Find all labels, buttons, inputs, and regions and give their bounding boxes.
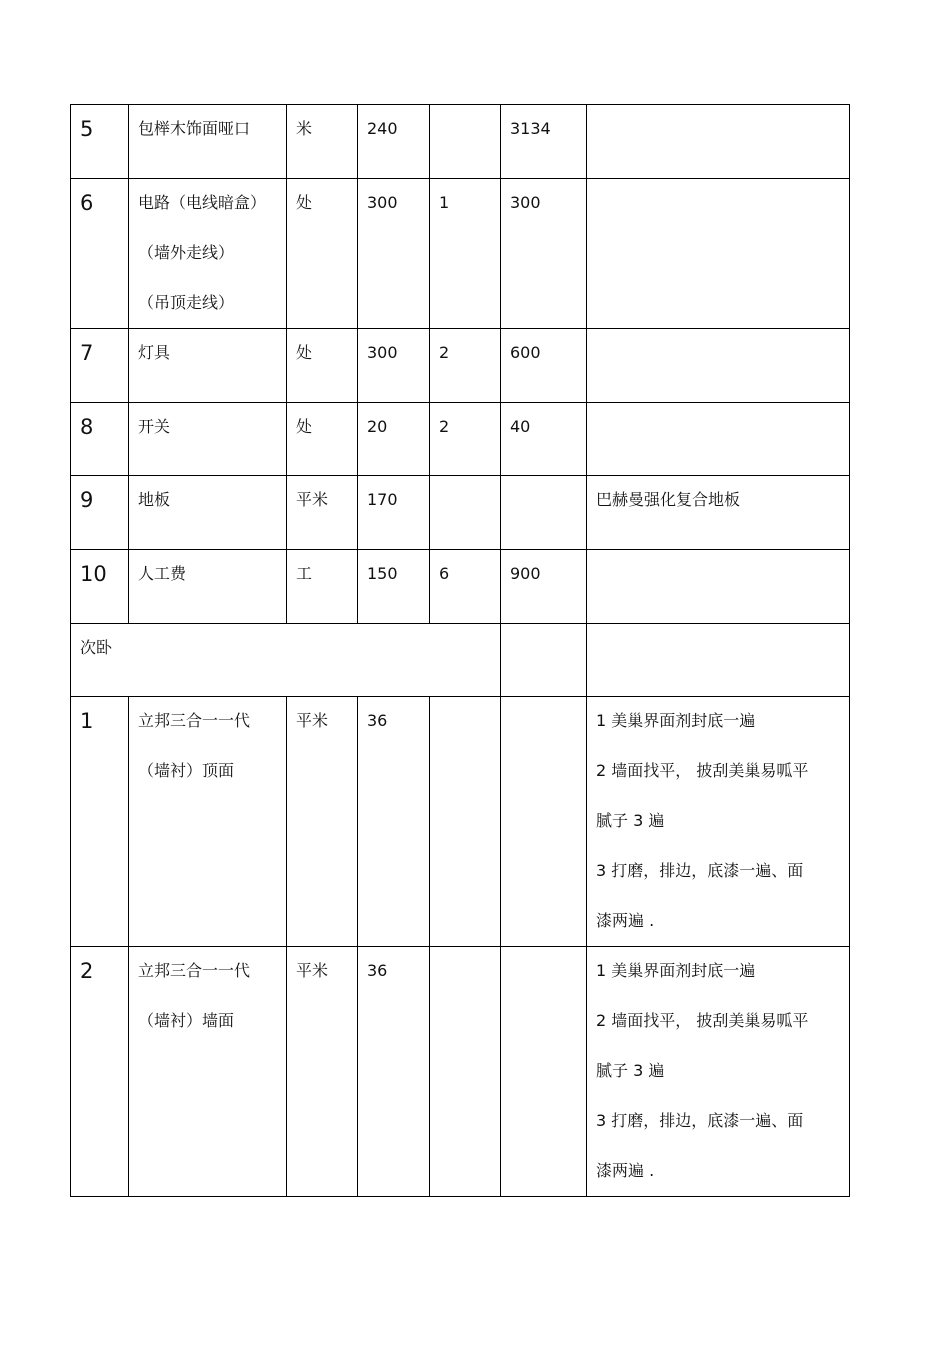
item-price-cell-text: 240 [367,119,398,138]
item-name-cell [129,947,287,1197]
item-quantity-cell [430,403,501,476]
table-row [71,947,850,1197]
item-quantity-cell-text: 1 [439,193,450,212]
item-total-cell [501,947,587,1197]
item-unit-cell [287,947,358,1197]
item-price-cell [358,329,430,403]
item-name-cell [129,550,287,624]
item-name-cell [129,697,287,947]
item-total-cell [501,329,587,403]
item-name-cell-text: 电路（电线暗盒） [138,193,267,212]
item-spec-cell-text: 漆两遍 . [596,911,655,930]
item-number-cell-text: 10 [80,562,107,586]
item-number-cell-text: 2 [80,959,94,983]
empty-cell [587,624,850,697]
item-name-cell-text: （墙衬）顶面 [138,761,235,780]
item-price-cell-text: 20 [367,417,388,436]
item-total-cell-text: 3134 [510,119,551,138]
table-row [71,329,850,403]
item-spec-cell-text: 2 墙面找平， 披刮美巢易呱平 [596,761,809,780]
item-price-cell-text: 300 [367,193,398,212]
item-total-cell-text: 600 [510,343,541,362]
empty-cell [501,624,587,697]
item-quantity-cell [430,105,501,179]
item-quantity-cell [430,476,501,550]
item-unit-cell-text: 处 [296,343,313,362]
item-total-cell-text: 40 [510,417,531,436]
item-unit-cell [287,697,358,947]
item-number-cell-text: 7 [80,341,94,365]
item-number-cell-text: 8 [80,415,94,439]
section-label-cell [71,624,501,697]
item-name-cell-text: （墙衬）墙面 [138,1011,235,1030]
item-spec-cell [587,403,850,476]
item-total-cell [501,105,587,179]
item-number-cell [71,476,129,550]
item-number-cell-text: 6 [80,191,94,215]
item-price-cell [358,476,430,550]
item-number-cell [71,550,129,624]
item-price-cell [358,179,430,329]
item-price-cell-text: 150 [367,564,398,583]
item-name-cell [129,179,287,329]
item-spec-cell [587,947,850,1197]
item-name-cell-text: 开关 [138,417,171,436]
item-price-cell-text: 300 [367,343,398,362]
item-number-cell [71,403,129,476]
item-name-cell-text: 地板 [138,490,171,509]
item-unit-cell [287,550,358,624]
item-name-cell [129,403,287,476]
item-number-cell [71,947,129,1197]
item-spec-cell [587,697,850,947]
item-price-cell [358,105,430,179]
item-name-cell-text: 人工费 [138,564,187,583]
section-row [71,624,850,697]
item-spec-cell-text: 2 墙面找平， 披刮美巢易呱平 [596,1011,809,1030]
item-name-cell [129,476,287,550]
item-number-cell-text: 5 [80,117,94,141]
item-spec-cell [587,476,850,550]
item-name-cell-text: 灯具 [138,343,171,362]
item-name-cell [129,329,287,403]
item-price-cell [358,550,430,624]
table-row [71,179,850,329]
item-spec-cell [587,105,850,179]
item-spec-cell [587,329,850,403]
item-total-cell [501,403,587,476]
item-spec-cell-text: 3 打磨，排边，底漆一遍、面 [596,1111,804,1130]
item-spec-cell-text: 腻子 3 遍 [596,1061,665,1080]
table-row [71,550,850,624]
item-spec-cell-text: 腻子 3 遍 [596,811,665,830]
item-number-cell [71,179,129,329]
item-unit-cell [287,179,358,329]
item-name-cell-text: 包榉木饰面哑口 [138,119,251,138]
table-row [71,403,850,476]
item-quantity-cell-text: 2 [439,343,450,362]
item-unit-cell-text: 平米 [296,961,329,980]
item-total-cell-text: 300 [510,193,541,212]
item-name-cell-text: 立邦三合一一代 [138,711,251,730]
item-price-cell [358,697,430,947]
table-row [71,697,850,947]
item-price-cell-text: 170 [367,490,398,509]
item-spec-cell-text: 3 打磨，排边，底漆一遍、面 [596,861,804,880]
item-number-cell [71,105,129,179]
item-spec-cell [587,550,850,624]
item-quantity-cell [430,947,501,1197]
item-unit-cell [287,403,358,476]
item-unit-cell-text: 平米 [296,490,329,509]
item-number-cell [71,697,129,947]
item-quantity-cell [430,329,501,403]
item-number-cell [71,329,129,403]
item-unit-cell-text: 处 [296,417,313,436]
item-unit-cell [287,476,358,550]
item-name-cell-text: （墙外走线） [138,243,235,262]
item-quantity-cell [430,179,501,329]
item-quantity-cell-text: 2 [439,417,450,436]
item-spec-cell-text: 巴赫曼强化复合地板 [596,490,741,509]
item-total-cell [501,179,587,329]
item-spec-cell [587,179,850,329]
table-row [71,105,850,179]
item-spec-cell-text: 漆两遍 . [596,1161,655,1180]
item-price-cell-text: 36 [367,711,388,730]
item-price-cell [358,947,430,1197]
table-row [71,476,850,550]
quote-table [70,104,850,1197]
item-name-cell-text: （吊顶走线） [138,293,235,312]
item-quantity-cell [430,550,501,624]
item-name-cell-text: 立邦三合一一代 [138,961,251,980]
item-spec-cell-text: 1 美巢界面剂封底一遍 [596,961,756,980]
item-number-cell-text: 1 [80,709,94,733]
item-number-cell-text: 9 [80,488,94,512]
item-unit-cell [287,329,358,403]
item-total-cell [501,550,587,624]
item-price-cell-text: 36 [367,961,388,980]
item-unit-cell-text: 米 [296,119,313,138]
item-name-cell [129,105,287,179]
item-total-cell [501,697,587,947]
item-total-cell-text: 900 [510,564,541,583]
item-quantity-cell [430,697,501,947]
item-unit-cell-text: 平米 [296,711,329,730]
item-total-cell [501,476,587,550]
quote-table-body [71,105,850,1197]
item-spec-cell-text: 1 美巢界面剂封底一遍 [596,711,756,730]
item-quantity-cell-text: 6 [439,564,450,583]
item-price-cell [358,403,430,476]
item-unit-cell-text: 工 [296,564,313,583]
item-unit-cell [287,105,358,179]
section-label-cell-text: 次卧 [80,638,113,657]
item-unit-cell-text: 处 [296,193,313,212]
